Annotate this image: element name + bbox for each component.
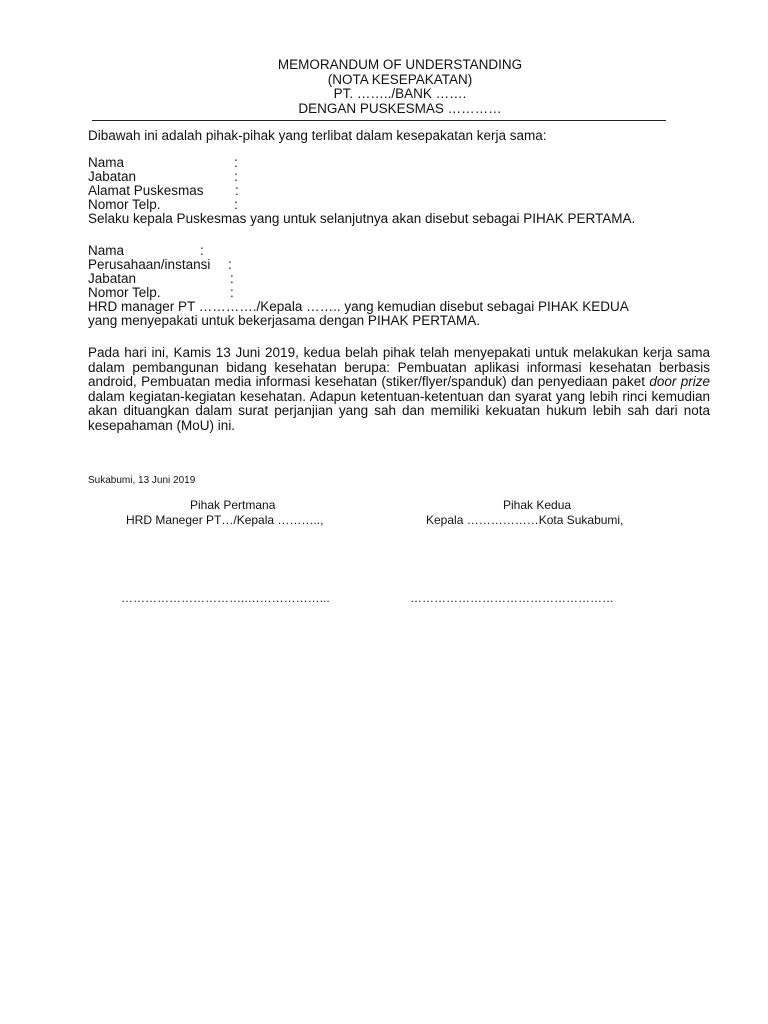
field-label: Nomor Telp. (88, 285, 161, 300)
place-date: Sukabumi, 13 Juni 2019 (88, 475, 196, 486)
title-divider (92, 120, 666, 121)
title-line-company: PT. ……../BANK ……. (333, 86, 467, 101)
field-label: Jabatan (88, 169, 137, 184)
document-title (0, 58, 768, 116)
field-colon: : (234, 197, 238, 212)
agreement-text-part1: Pada hari ini, Kamis 13 Juni 2019, kedua belah pihak telah menyepakati untuk melakukan kerja sama dalam pembangunan bidang kesehatan berupa: Pembuatan aplikasi informasi kesehatan berbasis android, Pembuatan media informasi kesehatan (stiker/flyer/spanduk) dan penyediaan paket (88, 345, 710, 389)
agreement-text-italic: door prize (649, 374, 710, 389)
party-two-statement-line1: HRD manager PT …………./Kepala …….. yang kemudian disebut sebagai PIHAK KEDUA (88, 299, 629, 314)
signature-right-role: Kepala ………………Kota Sukabumi, (426, 513, 624, 527)
field-colon: : (234, 155, 238, 170)
field-label: Perusahaan/instansi (88, 257, 211, 272)
field-label: Nama (88, 155, 125, 170)
field-label: Nomor Telp. (88, 197, 161, 212)
signature-left-title: Pihak Pertmana (190, 498, 276, 512)
field-label: Nama (88, 243, 125, 258)
field-label: Jabatan (88, 271, 137, 286)
field-colon: : (230, 271, 234, 286)
field-colon: : (230, 285, 234, 300)
agreement-paragraph (88, 346, 710, 433)
agreement-text-part2: dalam kegiatan-kegiatan kesehatan. Adapun ketentuan-ketentuan dan syarat yang lebih rinci kemudian akan dituangkan dalam surat perjanjian yang sah dan memiliki kekuatan hukum lebih sah dari nota kesepahaman (MoU) ini. (88, 388, 710, 433)
title-line-nota: (NOTA KESEPAKATAN) (327, 71, 473, 87)
title-line-puskesmas: DENGAN PUSKESMAS ………… (298, 100, 502, 116)
party-two-statement-line2: yang menyepakati untuk bekerjasama dengan PIHAK PERTAMA. (88, 313, 480, 328)
signature-right-title: Pihak Kedua (503, 498, 572, 512)
title-line-mou: MEMORANDUM OF UNDERSTANDING (277, 57, 523, 72)
signature-right-line: …………………………………………… (410, 591, 614, 605)
field-colon: : (200, 243, 204, 258)
field-colon: : (228, 257, 232, 272)
intro-text: Dibawah ini adalah pihak-pihak yang terlibat dalam kesepakatan kerja sama: (88, 128, 547, 143)
field-colon: : (234, 169, 238, 184)
field-label: Alamat Puskesmas (88, 183, 204, 198)
party-one-statement: Selaku kepala Puskesmas yang untuk selanjutnya akan disebut sebagai PIHAK PERTAMA. (88, 211, 636, 226)
field-colon: : (235, 183, 239, 198)
signature-left-line: …………………………..………………... (121, 591, 330, 605)
signature-left-role: HRD Maneger PT…/Kepala ……….., (126, 513, 324, 527)
